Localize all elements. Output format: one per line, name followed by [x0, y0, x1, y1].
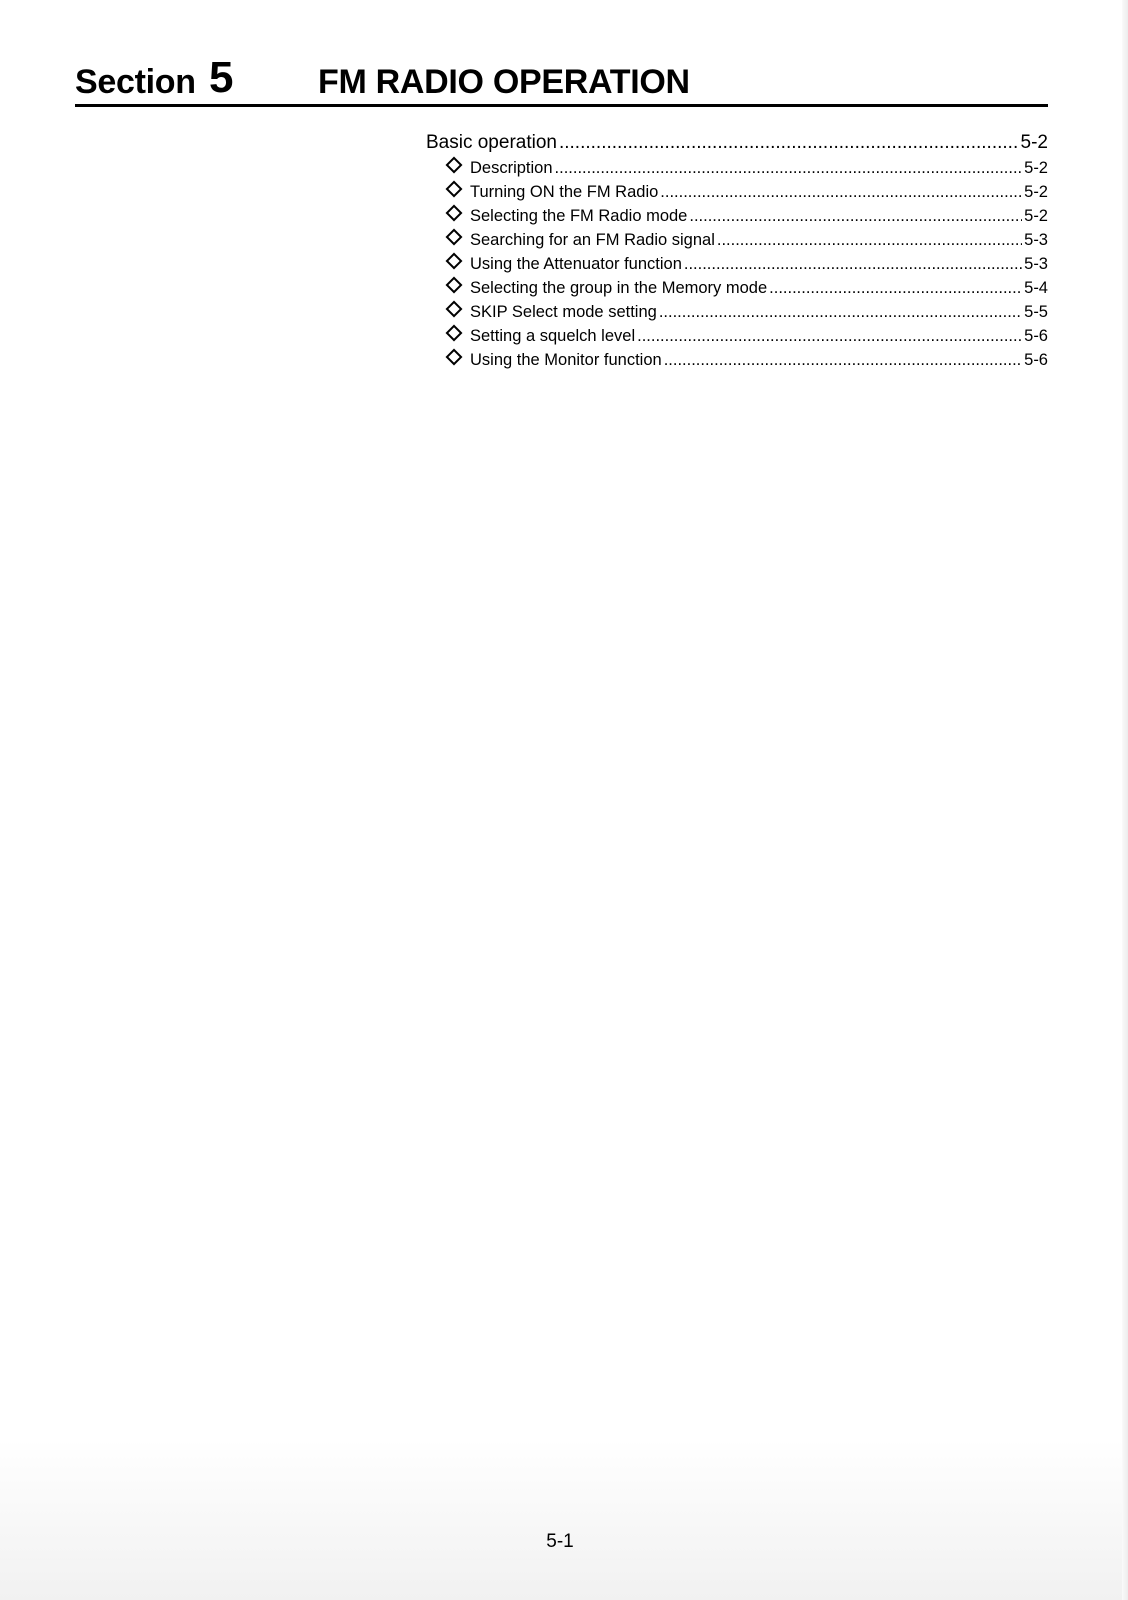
diamond-bullet-icon [446, 253, 463, 270]
toc-entry-label: Using the Attenuator function [470, 255, 682, 273]
dot-leader [555, 156, 1023, 180]
table-of-contents [426, 130, 1048, 372]
dot-leader [689, 204, 1022, 228]
toc-entry-page: 5-2 [1024, 183, 1048, 201]
toc-entry-page: 5-6 [1024, 351, 1048, 369]
toc-sub-entry[interactable] [426, 252, 1048, 276]
dot-leader [637, 324, 1022, 348]
toc-sub-entry[interactable] [426, 348, 1048, 372]
toc-entry-page: 5-2 [1020, 132, 1048, 153]
toc-entry-label: Basic operation [426, 132, 557, 153]
diamond-bullet-icon [446, 301, 463, 318]
toc-sub-entry[interactable] [426, 228, 1048, 252]
section-label: Section [75, 63, 196, 101]
dot-leader [717, 228, 1022, 252]
toc-sub-entry[interactable] [426, 300, 1048, 324]
dot-leader [659, 300, 1022, 324]
toc-sub-entry[interactable] [426, 204, 1048, 228]
dot-leader [769, 276, 1022, 300]
dot-leader [660, 180, 1022, 204]
page-number: 5-1 [546, 1531, 574, 1552]
toc-entry-label: Setting a squelch level [470, 327, 636, 345]
dot-leader [664, 348, 1022, 372]
diamond-bullet-icon [446, 205, 463, 222]
diamond-bullet-icon [446, 157, 463, 174]
toc-entry-page: 5-4 [1024, 279, 1048, 297]
toc-entry-page: 5-6 [1024, 327, 1048, 345]
diamond-bullet-icon [446, 349, 463, 366]
page-edge-shadow [1122, 0, 1128, 1600]
toc-entry-page: 5-2 [1024, 207, 1048, 225]
toc-sub-entry[interactable] [426, 156, 1048, 180]
diamond-bullet-icon [446, 277, 463, 294]
toc-entry-page: 5-3 [1024, 255, 1048, 273]
toc-entry-label: Selecting the FM Radio mode [470, 207, 688, 225]
diamond-bullet-icon [446, 229, 463, 246]
toc-sub-entry[interactable] [426, 180, 1048, 204]
diamond-bullet-icon [446, 325, 463, 342]
toc-main-entry[interactable] [426, 130, 1048, 156]
toc-entry-label: SKIP Select mode setting [470, 303, 657, 321]
section-header [75, 52, 1048, 107]
toc-entry-label: Selecting the group in the Memory mode [470, 279, 768, 297]
section-number: 5 [209, 53, 234, 102]
dot-leader [559, 130, 1019, 156]
toc-entry-label: Searching for an FM Radio signal [470, 231, 715, 249]
toc-entry-label: Description [470, 159, 553, 177]
toc-sub-entry[interactable] [426, 276, 1048, 300]
section-title: FM RADIO OPERATION [318, 63, 690, 101]
toc-entry-page: 5-3 [1024, 231, 1048, 249]
toc-entry-page: 5-5 [1024, 303, 1048, 321]
toc-entry-label: Using the Monitor function [470, 351, 662, 369]
toc-entry-label: Turning ON the FM Radio [470, 183, 659, 201]
dot-leader [684, 252, 1022, 276]
toc-sub-entry[interactable] [426, 324, 1048, 348]
toc-entry-page: 5-2 [1024, 159, 1048, 177]
diamond-bullet-icon [446, 181, 463, 198]
